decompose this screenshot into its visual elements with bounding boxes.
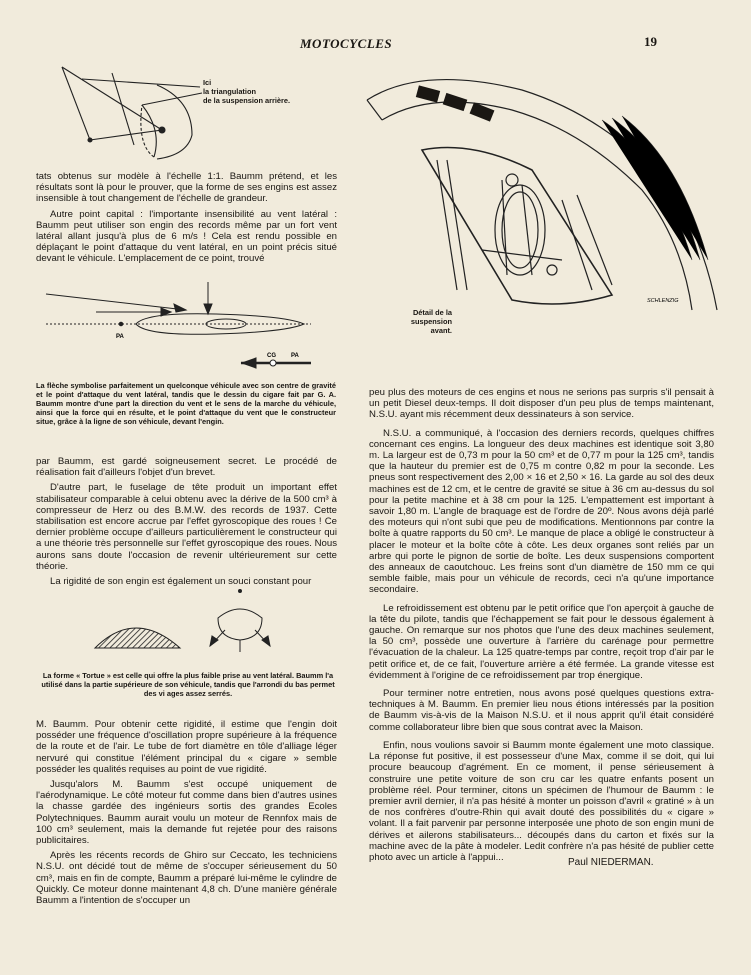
paragraph: tats obtenus sur modèle à l'échelle 1:1. Baumm prétend, et les résultats sont là pour le prouver, que la forme de ses engins est assez insensible à tout changement de l'échelle de grandeur. [36,171,337,205]
front-suspension-illustration [362,60,722,330]
cigar-wind-diagram [36,272,342,377]
paragraph: Autre point capital : l'importante insensibilité au vent latéral : Baumm peut utiliser son engin des records même par un fort vent latéral allant jusqu'à plus de 6 m/s ! Cela est rendu possible en déplaçant le point d'attaque du vent latéral, en un point précis situé devant le véhicule. L'emplacement de ce point, trouvé [36,208,337,265]
rear-suspension-caption: Ici la triangulation de la suspension arrière. [203,78,291,105]
tortue-caption: La forme « Tortue » est celle qui offre la plus faible prise au vent latéral. Baumm l'a utilisé dans la partie supérieure de son véhicule, tandis que l'arrondi du bas permet des vi ages assez serrés. [41,671,335,698]
paragraph: Enfin, nous voulions savoir si Baumm monte également une moto classique. La réponse fut positive, il est possesseur d'une Max, comme il se doit, qui lui procure beaucoup d'agrément. En ce moment, il pense sérieusement à construire une petite voiture de son cru car les quatre enfants posent un problème réel. Pour terminer, citons un spécimen de l'humour de Baumm : le premier avril dernier, il n'a pas hésité à monter un poisson d'avril « gratiné » à un de nos confrères d'outre-Rhin qui avait douté des possibilités du « cigare » volant. Il a fait parvenir par personne interposée une photo de son engin muni de dérives et ailerons stabilisateurs... découpés dans du carton et fixés sur la machine avec de la pâte à modeler. Ledit confrère n'a pas hésité de publier cette photo avec un article à l'appui... [369,739,714,863]
paragraph: M. Baumm. Pour obtenir cette rigidité, il estime que l'engin doit posséder une fréquence d'oscillation propre supérieure à la fréquence de la route et de l'air. Le tube de fort diamètre en tôle d'alliage léger nervuré qui constitue l'élément principal du « cigare » semble posséder les qualités requises au point de vue rigidité. [36,719,337,775]
author-signature: Paul NIEDERMAN. [568,857,654,868]
paragraph: Jusqu'alors M. Baumm s'est occupé uniquement de l'aérodynamique. Le côté moteur fut comme dans bien d'autres usines la chasse gardée des ingénieurs sortis des grandes Ecoles Polytechniques. Baumm aurait voulu un moteur de Rennfox mais de 100 cm³ seulement, mais la demande fut rejetée pour des raisons publicitaires. [36,779,337,847]
right-text-column [369,387,714,863]
paragraph: par Baumm, est gardé soigneusement secret. Le procédé de réalisation fait d'ailleurs l'objet d'un brevet. [36,456,337,479]
cigar-label-pa-left: PA [116,334,124,340]
paragraph: Pour terminer notre entretien, nous avons posé quelques questions extra-techniques à M. Baumm. En premier lieu nous étions intéressés par la position de Baumm vis-à-vis de la Maison N.S.U. et il nous apprit qu'il était considéré comme collaborateur libre bien que sous contrat avec la Maison. [369,688,714,733]
tortue-shape-diagram [90,588,290,658]
left-text-block-1 [36,171,337,265]
paragraph: Après les récents records de Ghiro sur Ceccato, les techniciens N.S.U. ont décidé tout de même de s'occuper sérieusement du 50 cm³, mais en fin de compte, Baumm a préparé lui-même le cylindre de Quickly. Ce moteur donne maintenant 4,8 ch. D'une manière générale Baumm a l'intention de s'occuper un [36,850,337,907]
cigar-label-pa-right: PA [291,353,299,359]
rear-suspension-sketch [42,55,222,170]
paragraph: Le refroidissement est obtenu par le petit orifice que l'on aperçoit à gauche de la tête du pilote, tandis que l'échappement se fait pour le dessous également à gauche. On remarque sur nos photos que l'une des deux machines seulement, la 50 cm³, possède une ouverture à l'arrière du carénage pour permettre l'évacuation de la chaleur. La 125 quatre-temps par contre, reçoit trop d'air par le petit orifice et, de ce fait, l'ouverture arrière a été fermée. La grande vitesse est évidemment à l'origine de ce refroidissement par trop énergique. [369,602,714,681]
paragraph: peu plus des moteurs de ces engins et nous ne serions pas surpris s'il pensait à un petit Diesel deux-temps. Il doit disposer d'un peu plus de temps maintenant, N.S.U. ayant mis récemment deux dessinateurs à son service. [369,387,714,421]
cigar-label-cg: CG [267,353,276,359]
cigar-caption: La flèche symbolise parfaitement un quelconque véhicule avec son centre de gravité et le point d'attaque du vent latéral, tandis que le dessin du cigare fait par G. A. Baumm montre d'une part la direction du vent et le sens de la marche du véhicule, ainsi que la force qui en résulte, et le point d'attaque du vent que le constructeur situe, grâce à la ligne de son véhicule, devant l'engin. [36,381,336,426]
paragraph: La rigidité de son engin est également un souci constant pour [50,576,312,588]
left-text-block-3 [36,719,337,906]
front-suspension-caption: Détail de la suspension avant. [410,308,452,335]
page-number: 19 [644,34,657,49]
paragraph: D'autre part, le fuselage de tête produit un important effet stabilisateur comparable à celui obtenu avec la dérive de la 500 cm³ à compresseur de Herz ou des B.M.W. des records de 1937. Cette stabilisation est encore accrue par l'effet gyroscopique des roues ! Ce dernier problème occupe d'ailleurs particulièrement le constructeur qui a une théorie très personnelle sur l'effet gyroscopique des roues. Nous aurons sans doute l'occasion de revenir ultérieurement sur cette théorie. [36,482,337,572]
artist-signature: SCHLENZIG [647,298,679,304]
paragraph: N.S.U. a communiqué, à l'occasion des derniers records, quelques chiffres concernant ces engins. La longueur des deux machines est identique soit 3,80 m. La largeur est de 0,73 m pour la 50 cm³ et de 0,77 m pour la 125 cm³, tandis que la hauteur du premier est de 0,75 m contre 0,82 m pour la seconde. Les pneus sont respectivement des 2,00 × 16 et 2,50 × 16. La garde au sol des deux machines est de 12 cm, et le centre de gravité se situe à 36 cm au-dessus du sol pour la petite machine et à 38 cm pour la 125. L'empattement est important à savoir 1,80 m. L'angle de braquage est de l'ordre de 20º. Nous avons déjà parlé des moteurs qui n'ont subi que peu de modifications. Mentionnons par contre la boîte à quatre rapports du 50 cm³. Le manque de place a obligé le constructeur à placer le moteur et la boîte côte à côte. Les deux organes sont reliés par un arbre qui porte le pignon de sortie de boîte. Les deux suspensions comportent des anneaux de caoutchouc. Les freins sont d'un diamètre de 150 mm ce qui semble faible, mais pour un véhicule de records, ceci n'a qu'une importance secondaire. [369,427,714,596]
running-header: MOTOCYCLES [300,36,393,51]
left-text-block-2 [36,456,337,587]
